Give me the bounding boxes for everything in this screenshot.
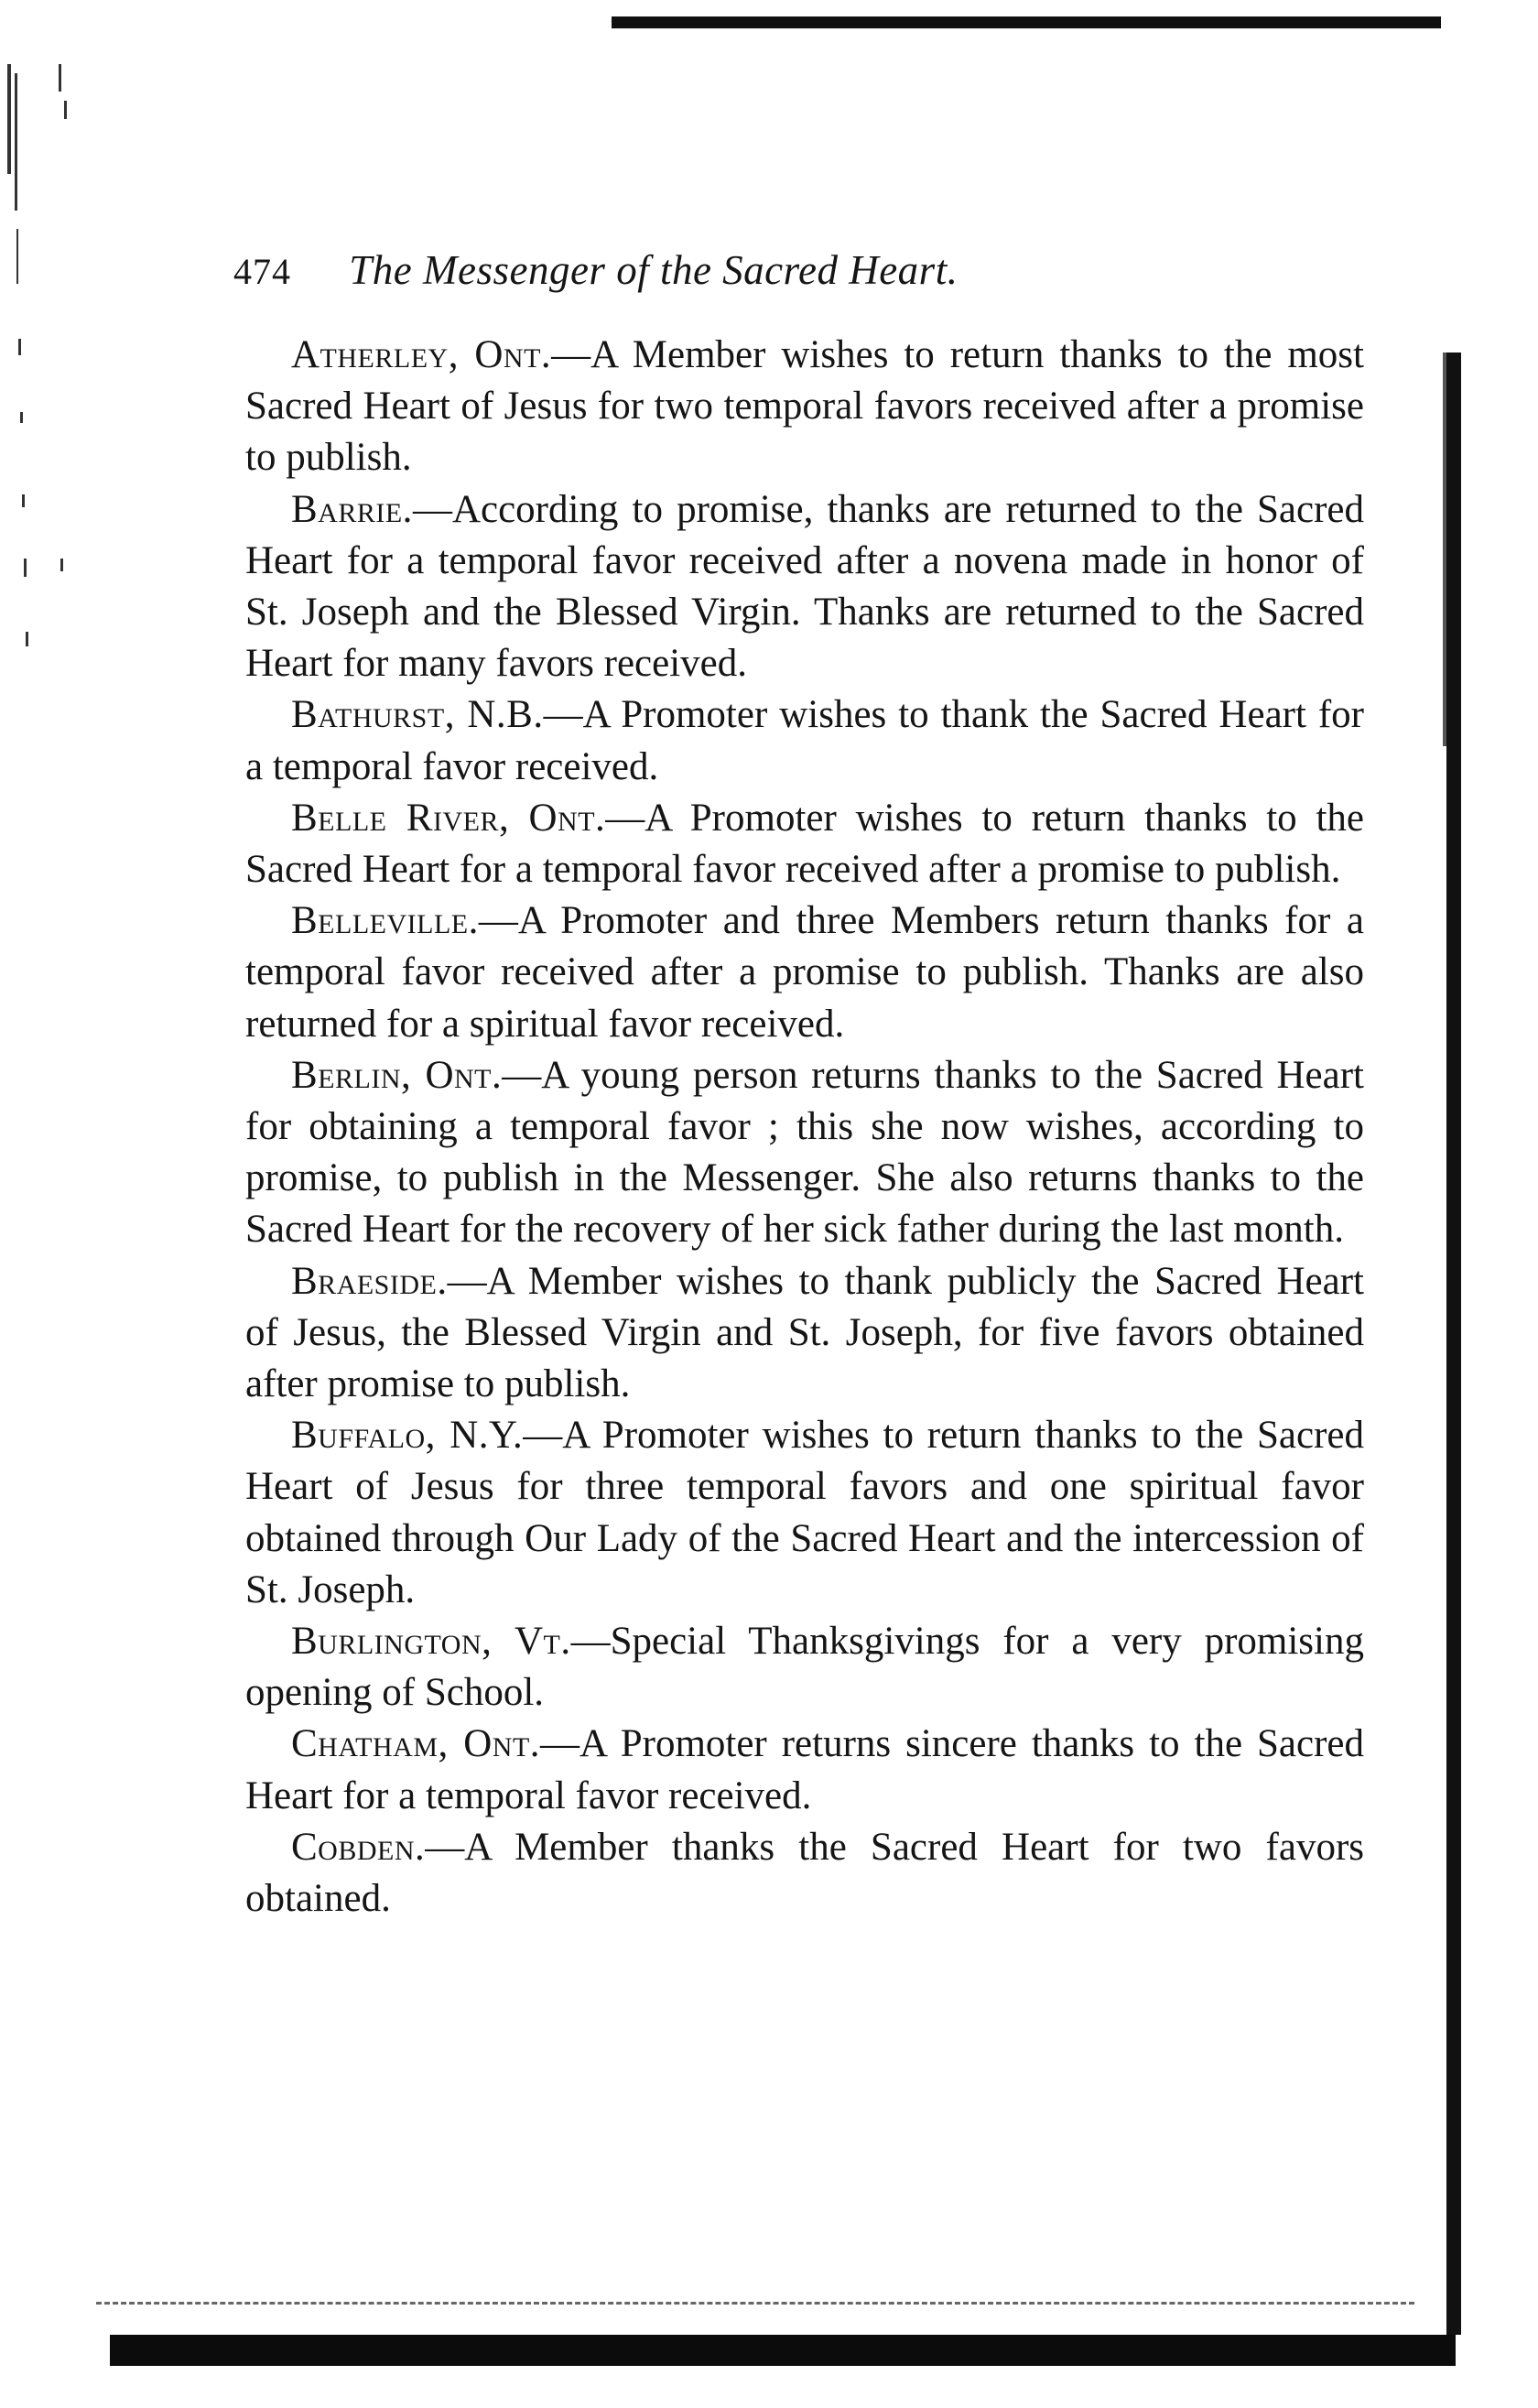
entry-cobden [245, 1822, 1364, 1925]
running-head [233, 236, 1369, 304]
entry-braeside [245, 1256, 1364, 1411]
entry-place: Bathurst, N.B. [291, 693, 544, 737]
entry-text: —A Promoter wishes to thank the Sacred Heart for a temporal favor received. [245, 693, 1364, 788]
entry-belle-river [245, 793, 1364, 895]
entry-text: —According to promise, thanks are returned to the Sacred Heart for a temporal favor received after a novena made in honor of St. Joseph and the Blessed Virgin. Thanks are returned to the Sacred Heart for many favors received. [245, 487, 1364, 686]
entry-place: Belle River, Ont. [291, 796, 606, 840]
entry-text: —A Promoter wishes to return thanks to the Sacred Heart for a temporal favor received after a promise to publish. [245, 796, 1364, 892]
scan-top-border [612, 16, 1441, 28]
thanksgiving-entries [245, 330, 1364, 1925]
entry-text: —A Member wishes to return thanks to the most Sacred Heart of Jesus for two temporal favors received after a promise to publish. [245, 333, 1364, 480]
entry-buffalo [245, 1410, 1364, 1616]
scan-bottom-dashes [96, 2302, 1414, 2307]
entry-place: Burlington, Vt. [291, 1620, 571, 1664]
entry-text: —A Promoter and three Members return thanks for a temporal favor received after a promise to publish. Thanks are also returned for a spiritual favor received. [245, 899, 1364, 1046]
scan-bottom-border [110, 2335, 1456, 2366]
entry-burlington [245, 1616, 1364, 1719]
entry-place: Belleville. [291, 899, 479, 943]
entry-text: —A Member wishes to thank publicly the Sacred Heart of Jesus, the Blessed Virgin and St. Joseph, for five favors obtained after promise to publish. [245, 1259, 1364, 1406]
entry-barrie [245, 484, 1364, 690]
entry-text: —A young person returns thanks to the Sacred Heart for obtaining a temporal favor ; this she now wishes, according to promise, to publish in the Messenger. She also returns thanks to the Sacred Heart for the recovery of her sick father during the last month. [245, 1053, 1364, 1252]
entry-bathurst [245, 689, 1364, 792]
entry-chatham [245, 1719, 1364, 1821]
entry-text: —Special Thanksgivings for a very promising opening of School. [245, 1620, 1364, 1715]
entry-place: Cobden. [291, 1825, 426, 1869]
entry-place: Braeside. [291, 1259, 448, 1303]
page-number: 474 [233, 251, 291, 292]
entry-belleville [245, 895, 1364, 1050]
entry-place: Chatham, Ont. [291, 1722, 541, 1766]
scan-left-margin-specks [5, 64, 70, 705]
entry-place: Buffalo, N.Y. [291, 1414, 524, 1458]
entry-text: —A Member thanks the Sacred Heart for two favors obtained. [245, 1825, 1364, 1921]
entry-place: Atherley, Ont. [291, 333, 552, 376]
entry-place: Berlin, Ont. [291, 1053, 503, 1097]
entry-place: Barrie. [291, 487, 413, 531]
entry-atherley [245, 330, 1364, 484]
entry-berlin [245, 1050, 1364, 1256]
scan-right-border [1446, 353, 1461, 2335]
entry-text: —A Promoter returns sincere thanks to the Sacred Heart for a temporal favor received. [245, 1722, 1365, 1817]
entry-text: —A Promoter wishes to return thanks to the Sacred Heart of Jesus for three temporal favors and one spiritual favor obtained through Our Lady of the Sacred Heart and the intercession of St. Joseph. [245, 1414, 1364, 1611]
running-title: The Messenger of the Sacred Heart. [349, 247, 959, 293]
